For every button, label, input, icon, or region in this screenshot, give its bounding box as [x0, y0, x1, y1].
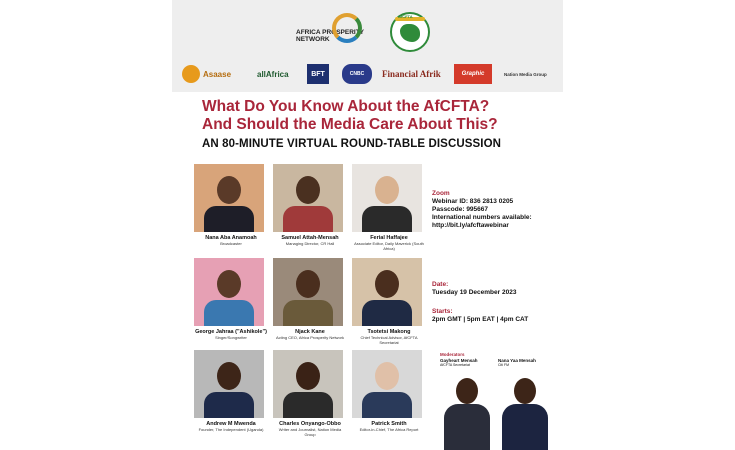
speaker-name: Andrew M Mwenda	[206, 421, 256, 427]
date-block	[432, 281, 516, 297]
partner-logo-graphic: Graphic	[454, 64, 492, 84]
event-poster	[172, 0, 563, 450]
speaker-title: Managing Director, CR Hall	[285, 241, 335, 246]
speaker-body	[283, 206, 333, 232]
speaker-head	[217, 270, 241, 298]
speaker-card	[273, 258, 353, 340]
headline-line-1: What Do You Know About the AfCFTA?	[202, 98, 490, 115]
speaker-name: Charles Onyango-Obbo	[279, 421, 341, 427]
partner-logo-allafrica: allAfrica	[257, 69, 289, 79]
speaker-body	[283, 300, 333, 326]
speaker-photo	[194, 350, 264, 418]
speaker-name: Ferial Haffajee	[370, 235, 408, 241]
speaker-title: Broadcaster	[220, 241, 242, 246]
speaker-name: George Jahraa ("Ashikole")	[195, 329, 267, 335]
speaker-card	[352, 350, 432, 432]
speaker-head	[217, 362, 241, 390]
zoom-label: Zoom	[432, 190, 450, 197]
partner-logo-nation-media: Nation Media Group	[504, 71, 547, 77]
zoom-details	[432, 190, 532, 230]
speaker-card	[194, 258, 274, 340]
moderator-1-photo	[440, 374, 494, 450]
moderator-1-body	[444, 404, 490, 450]
moderators	[440, 352, 560, 450]
starts-label: Starts:	[432, 308, 453, 315]
partner-logos	[182, 64, 557, 84]
speaker-photo	[194, 164, 264, 232]
speaker-photo	[273, 350, 343, 418]
zoom-passcode: Passcode: 995667	[432, 206, 489, 213]
afcfta-logo-text: AfCFTA	[398, 14, 413, 19]
speaker-title: Associate Editor, Daily Maverick (South Africa)	[354, 241, 424, 251]
headline-line-2: And Should the Media Care About This?	[202, 116, 498, 133]
speaker-head	[296, 362, 320, 390]
speaker-body	[283, 392, 333, 418]
moderator-1-title: AfCFTA Secretariat	[440, 363, 470, 367]
speaker-head	[217, 176, 241, 204]
partner-logo-asaase: Asaase	[182, 64, 231, 84]
moderator-2-title: Citi FM	[498, 363, 510, 367]
subtitle: AN 80-MINUTE VIRTUAL ROUND-TABLE DISCUSSION	[202, 138, 502, 150]
headline	[202, 98, 557, 134]
speaker-head	[375, 270, 399, 298]
zoom-link[interactable]: http://bit.ly/afcftawebinar	[432, 222, 509, 229]
speaker-name: Njack Kane	[295, 329, 325, 335]
date-label: Date:	[432, 281, 449, 288]
date-value: Tuesday 19 December 2023	[432, 289, 517, 296]
speaker-title: Acting CEO, Africa Prosperity Network	[275, 335, 345, 340]
speaker-photo	[352, 258, 422, 326]
speaker-card	[194, 350, 274, 432]
zoom-webinar-id: Webinar ID: 836 2813 0205	[432, 198, 514, 205]
zoom-intl-numbers: International numbers available:	[432, 214, 532, 221]
speaker-title: Singer/Songwriter	[215, 335, 247, 340]
speaker-name: Tsotetsi Makong	[367, 329, 411, 335]
speaker-name: Nana Aba Anamoah	[205, 235, 257, 241]
speaker-card	[352, 164, 432, 251]
partner-logo-bft: BFT	[307, 64, 329, 84]
speaker-card	[352, 258, 432, 345]
moderator-2-body	[502, 404, 548, 450]
speaker-title: Founder, The Independent (Uganda)	[198, 427, 264, 432]
speaker-card	[273, 164, 353, 246]
speaker-title: Writer and Journalist, Nation Media Group	[278, 427, 342, 437]
speaker-photo	[194, 258, 264, 326]
speaker-head	[296, 270, 320, 298]
speaker-name: Samuel Attah-Mensah	[281, 235, 339, 241]
speaker-photo	[352, 164, 422, 232]
moderator-1-head	[456, 378, 478, 404]
speaker-photo	[273, 258, 343, 326]
moderator-2-name: Nana Yaa Mensah	[498, 358, 536, 363]
moderator-2-head	[514, 378, 536, 404]
starts-block	[432, 308, 528, 324]
partner-logo-cnbc: CNBC	[342, 64, 372, 84]
speaker-head	[296, 176, 320, 204]
moderators-label: Moderators	[440, 352, 465, 357]
speaker-body	[362, 392, 412, 418]
speaker-body	[362, 206, 412, 232]
apn-logo	[296, 13, 368, 57]
speaker-card	[273, 350, 353, 437]
speaker-body	[204, 300, 254, 326]
speaker-name: Patrick Smith	[371, 421, 407, 427]
apn-logo-text: AFRICA PROSPERITY NETWORK	[296, 29, 364, 43]
moderator-2-photo	[498, 374, 552, 450]
speaker-card	[194, 164, 274, 246]
speaker-head	[375, 176, 399, 204]
speaker-photo	[352, 350, 422, 418]
partner-logo-financial-afrik: Financial Afrik	[382, 69, 441, 79]
starts-value: 2pm GMT | 5pm EAT | 4pm CAT	[432, 316, 529, 323]
speaker-title: Editor-in-Chief, The Africa Report	[359, 427, 419, 432]
speaker-photo	[273, 164, 343, 232]
speaker-title: Chief Technical Advisor, AfCFTA Secretariat	[360, 335, 418, 345]
africa-map-icon	[400, 24, 420, 42]
speaker-body	[362, 300, 412, 326]
speaker-body	[204, 392, 254, 418]
speaker-head	[375, 362, 399, 390]
apn-ring-icon	[332, 13, 362, 43]
speaker-body	[204, 206, 254, 232]
asaase-icon	[182, 65, 200, 83]
moderator-1-name: Gayheart Mensah	[440, 358, 478, 363]
